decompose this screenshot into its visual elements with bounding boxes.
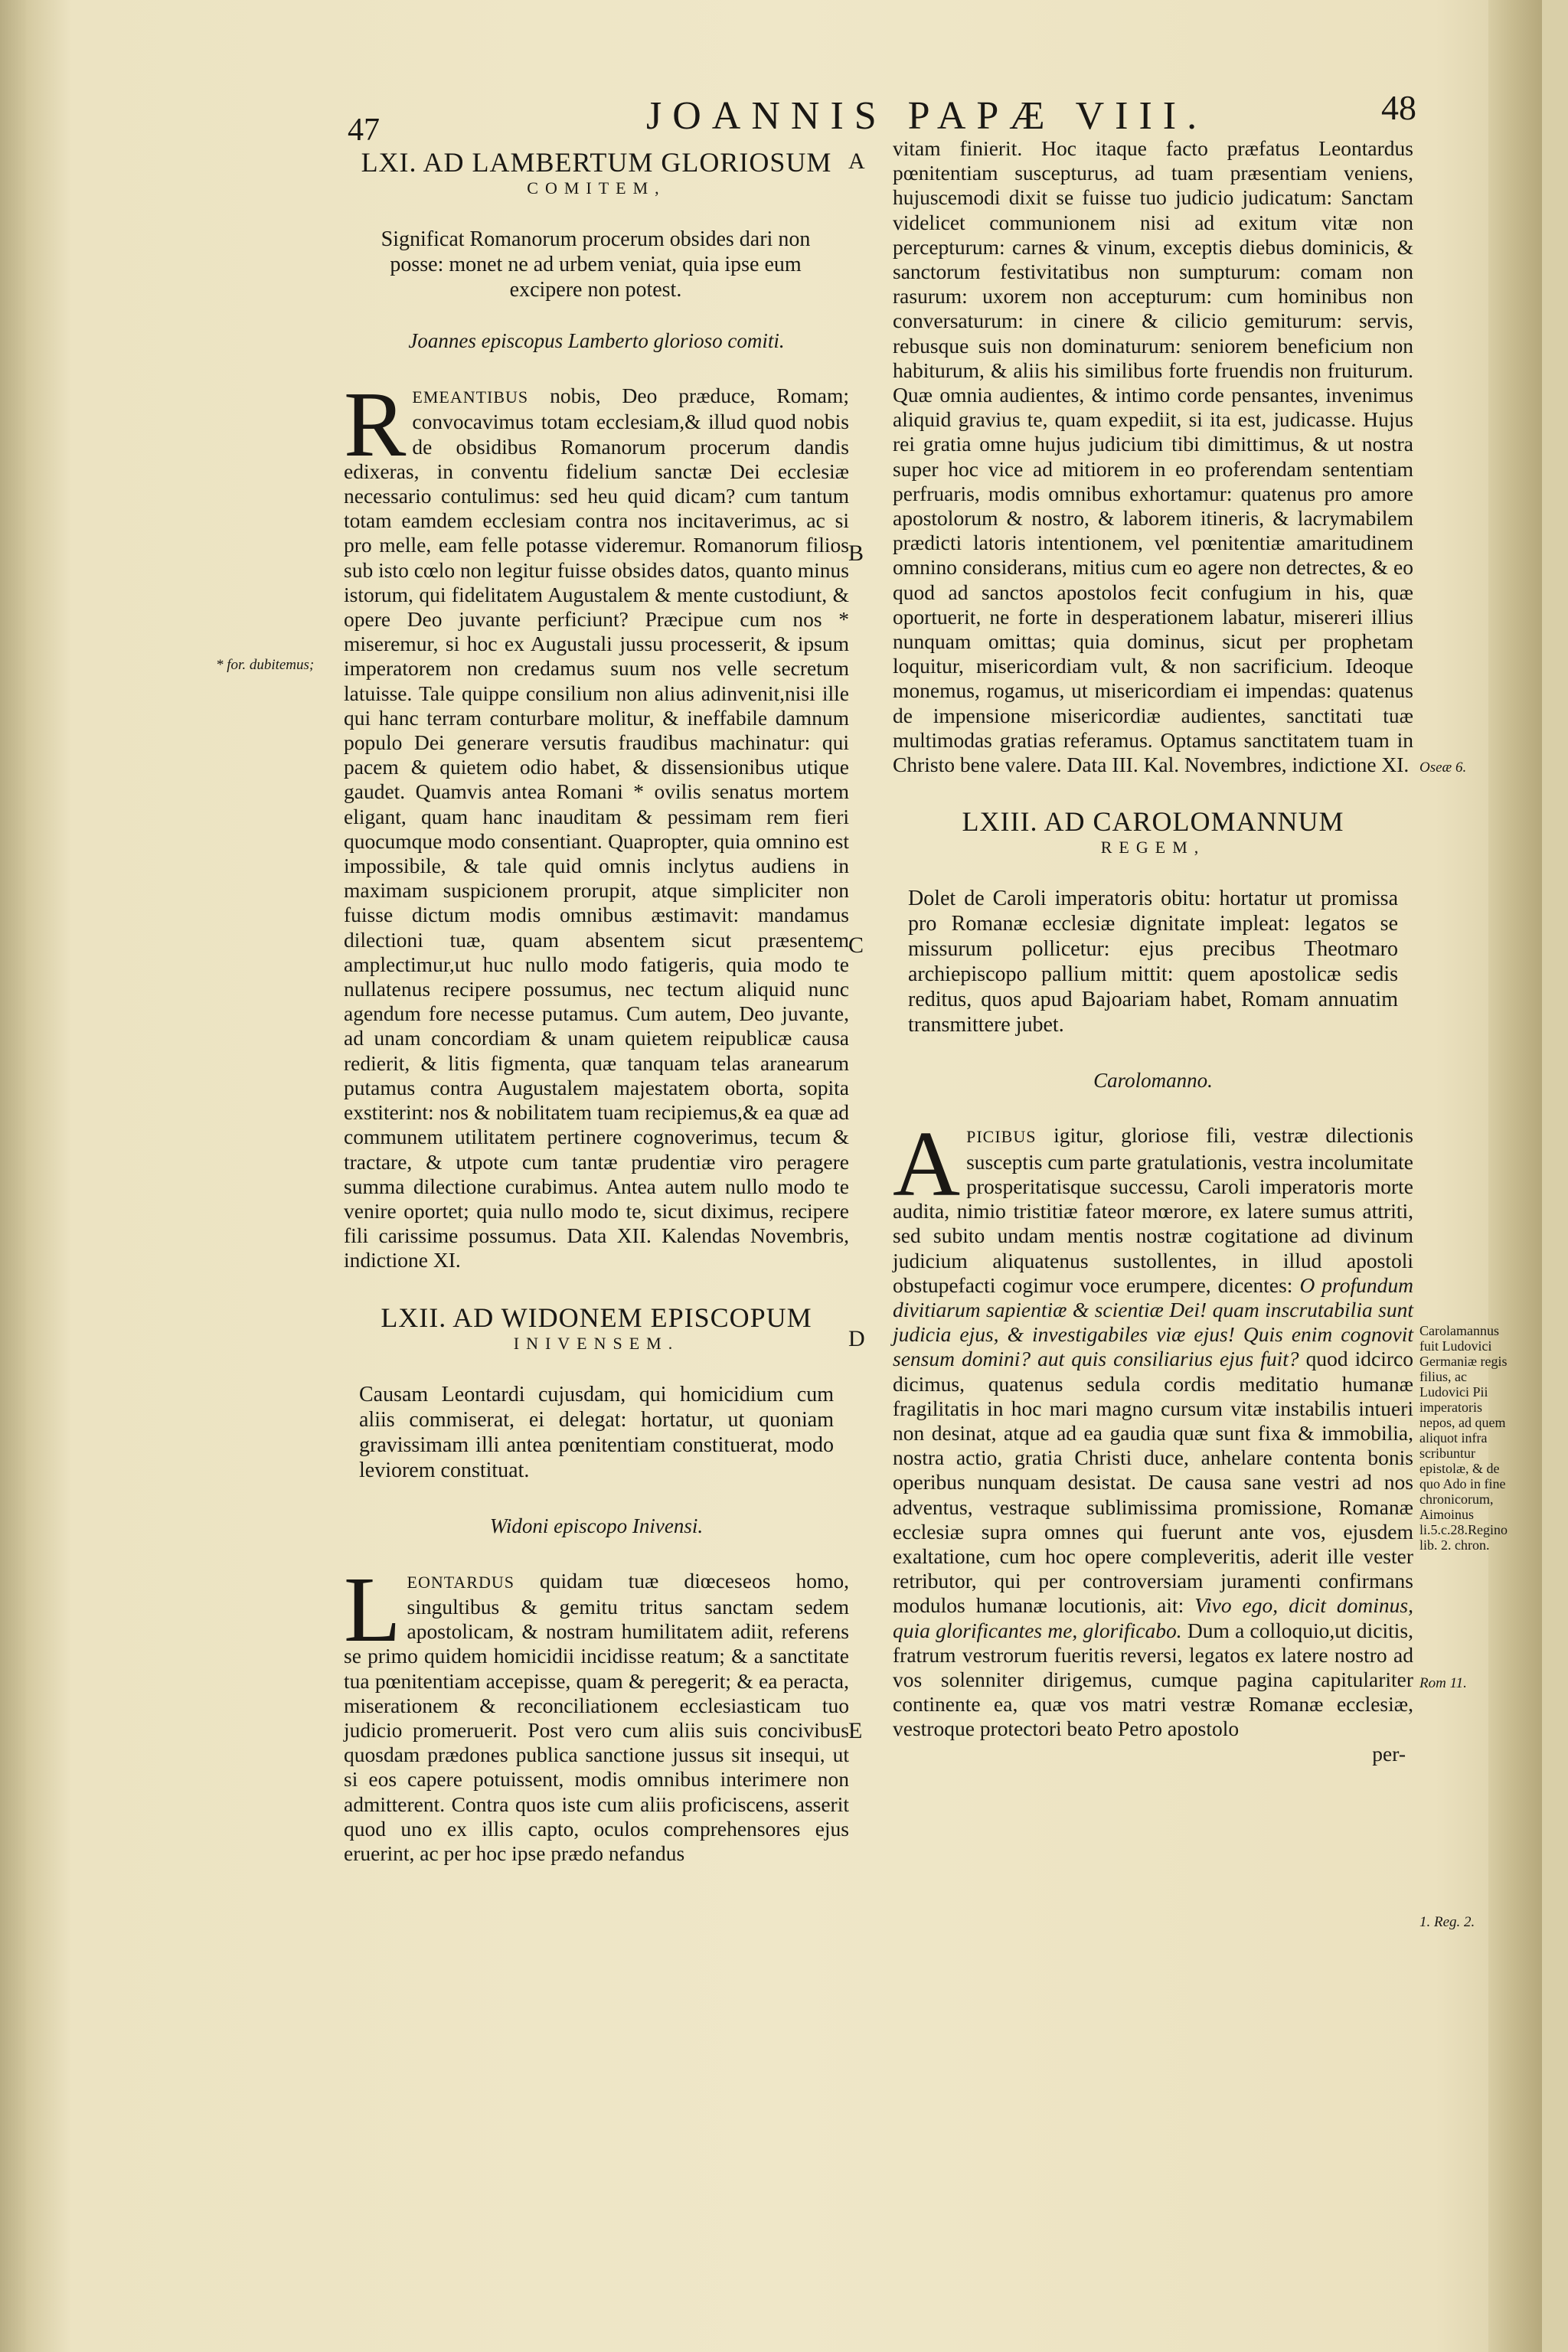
letter-62-summary: Causam Leontardi cujusdam, qui homicidium cum aliis commiserat, ei delegat: hortatur, ut quoniam gravissimam illi antea pœnitentiam constituerat, modo leviorem constituat. <box>359 1382 834 1482</box>
letter-63-text-c: Dum a colloquio,ut dicitis, fratrum vestrorum fueritis reversi, legatos ex latere nostro ad vos solenniter dirigemus, cumque pagina capitulariter continente ea, quæ vos matri vestræ Romanæ ecclesiæ, vestroque protectori beato Petro apostolo <box>893 1618 1413 1741</box>
left-column <box>344 147 849 1866</box>
lead-word: EONTARDUS <box>407 1572 514 1592</box>
letter-62-body <box>344 1557 849 1866</box>
section-letter-b: B <box>848 541 864 566</box>
letter-62-greeting: Widoni episcopo Inivensi. <box>489 1514 704 1537</box>
letter-61-title: LXI. AD LAMBERTUM GLORIOSUM <box>361 147 832 178</box>
letter-62-title: LXII. AD WIDONEM EPISCOPUM <box>381 1302 812 1333</box>
letter-61-body <box>344 373 849 1272</box>
running-header <box>26 83 1542 148</box>
margin-note-osee: Oseæ 6. <box>1419 760 1467 776</box>
section-letter-e: E <box>848 1718 863 1743</box>
drop-cap: L <box>344 1557 401 1661</box>
book-page <box>26 0 1542 2352</box>
section-letter-d: D <box>848 1326 865 1351</box>
scripture-quote: O profundum divitiarum sapientiæ & scientiæ Dei! quam inscrutabilia sunt judicia ejus, & investigabiles viæ ejus! Quis enim cognovit sensum domini? aut quis consiliarius ejus fuit? <box>893 1272 1413 1371</box>
letter-63-subtitle: REGEM, <box>1100 838 1206 858</box>
margin-note-carolomannus: Carolamannus fuit Ludovici Germaniæ regis filius, ac Ludovici Pii imperatoris nepos, ad quem aliquot infra scribuntur epistolæ, & de quo Ado in fine chronicorum, Aimoinus li.5.c.28.Regino lib. 2. chron. <box>1419 1323 1508 1553</box>
letter-62-cont-text: vitam finierit. Hoc itaque facto præfatus Leontardus pœnitentiam suscepturus, ad tuam præsentiam veniens, hujuscemodi dixit se fuisse tuo judicio judicatum: Sanctam videlicet communionem nisi ad exitum vitæ non percepturum: carnes & vinum, exceptis diebus dominicis, & sanctorum festivitatibus non sumpturum: comam non rasurum: uxorem non accepturum: cum hominibus non conversaturum: in cinere & cilicio gemiturum: servis, rebusque suis non dominaturum: seniorem beneficium non habiturum, & aliis his similibus forte fruendis non fruiturum. Quæ omnia audientes, & intimo corde pensantes, invenimus aliquid gravius te, quam expediit, si ita est, judicasse. Hujus rei gratia omne hujus judicium tibi dimittimus, & ut nostra super hoc vice ad mitiorem in eo proferendam sententiam perfruaris, modis omnibus exhortamur: quatenus pro amore apostolorum & nostro, & laborem itineris, & lacrymabilem prædicti latoris intentionem, vel pœnitentiæ amaritudinem omnino considerans, mitius cum eo agere non detrectes, & eo quod ad sanctos apostolos fecit confugium in his, quæ oportuerit, ne forte in desperationem labatur, misereri illius nunquam omittas; quia dominus, sicut per prophetam loquitur, misericordiam vult, & non sacrificium. Ideoque monemus, rogamus, ut misericordiam ei impendas: quatenus de impensione misericordiæ audientes, sanctitati tuæ multimodas gratias referamus. Optamus sanctitatem tuam in Christo bene valere. Data III. Kal. Novembres, indictione XI. <box>893 136 1413 777</box>
page-number-right: 48 <box>1381 88 1416 127</box>
letter-61-summary: Significat Romanorum procerum obsides dari non posse: monet ne ad urbem veniat, quia ipse eum excipere non potest. <box>381 227 811 302</box>
catchword: per- <box>1372 1741 1406 1766</box>
lead-word: EMEANTIBUS <box>412 387 529 407</box>
next-page-edge <box>1488 0 1542 2352</box>
margin-note-dubitemus: * for. dubitemus; <box>216 657 315 673</box>
letter-63-greeting: Carolomanno. <box>1093 1069 1213 1093</box>
margin-note-reg: 1. Reg. 2. <box>1419 1914 1475 1930</box>
letter-63-title: LXIII. AD CAROLOMANNUM <box>962 806 1344 838</box>
letter-61-subtitle: COMITEM, <box>527 178 666 198</box>
section-letter-a: A <box>848 149 865 174</box>
section-letter-c: C <box>848 933 864 958</box>
letter-62-text: quidam tuæ diœceseos homo, singultibus & gemitu tritus sanctam sedem apostolicam, & nostram humilitatem adiit, referens se primo quidem homicidii incidisse reatum; & a sanctitate tua pœnitentiam accepisse, quam & peregerit; & ea peracta, miserationem & reconciliationem ecclesiasticam tuo judicio promeruerit. Post vero cum aliis suis concivibus quosdam prædones publica sanctione jussus sit insequi, ut si eos capere potuissent, modis omnibus interimere non admitterent. Contra quos iste cum aliis proficiscens, asserit quod uno ex illis capto, oculos comprehensores ejus eruerint, ac per hoc ipse prædo nefandus <box>344 1568 849 1865</box>
margin-note-rom: Rom 11. <box>1419 1675 1467 1691</box>
letter-63-body <box>893 1112 1413 1766</box>
lead-word: PICIBUS <box>966 1127 1037 1147</box>
book-binding-shadow <box>0 0 26 2352</box>
drop-cap: R <box>344 373 407 477</box>
letter-62-continuation <box>893 136 1413 777</box>
running-title: JOANNIS PAPÆ VIII. <box>646 94 1208 138</box>
letter-63-text-b: quod idcirco dicimus, quatenus sedula cordis meditatio humanæ fragilitatis in hoc mari magno cursum vitæ instabilis intueri non desinat, atque ad ea gaudia quæ sunt fixa & immobilia, nostra actio, gratia Christi duce, anhelare contenta bonis operibus nunquam desistat. De causa sane vestri ad nos adventus, vestraque sublimissima promissione, Romanæ ecclesiæ supra omnes qui fuerunt ante vos, ejusdem exaltatione, cum hoc opere compleveritis, aderit ille vester retributor, qui per controversiam juramenti confirmans modulos humanæ locutionis, ait: <box>893 1347 1413 1618</box>
letter-62-subtitle: INIVENSEM. <box>513 1333 680 1353</box>
drop-cap: A <box>893 1112 961 1217</box>
scripture-quote: Vivo ego, dicit dominus, quia glorificantes me, glorificabo. <box>893 1593 1413 1642</box>
letter-61-greeting: Joannes episcopus Lamberto glorioso comiti. <box>408 329 785 352</box>
letter-63-text-a: igitur, gloriose fili, vestræ dilectionis susceptis cum parte gratulationis, vestra incolumitate prosperitatisque successu, Caroli imperatoris morte audita, nimio tristitiæ fateor mœrore, ex latere sumus attriti, sed subito undam mentis nostræ cogitatione ad divinum judicium aliquatenus sustollentes, in illud apostoli obstupefacti cogimur voce erumpere, dicentes: <box>893 1123 1413 1297</box>
letter-61-text: nobis, Deo præduce, Romam; convocavimus totam ecclesiam,& illud quod nobis de obsidibus Romanorum procerum dandis edixeras, in conventu fidelium sanctæ Dei ecclesiæ necessario contulimus: sed heu quid dicam? cum tantum totam eamdem ecclesiam contra nos incitaverimus, ac si pro melle, eam felle potasse videremur. Romanorum filios sub isto cœlo non legitur fuisse obsides datos, quanto minus istorum, qui fidelitatem Augustalem & mente custodiunt, & opere Deo juvante perficiunt? Præcipue cum nos * miseremur, si hoc ex Augustali jussu processerit, & ipsum imperatorem non credamus suum nos velle secretum latuisse. Tale quippe consilium non alius adinvenit,nisi ille qui hanc terram conturbare molitur, & ineffabile damnum populo Dei generare versutis fraudibus machinatur: qui pacem & quietem odio habet, & dissensionibus utique gaudet. Quamvis antea Romani * ovilis senatus mortem eligant, quam hanc inauditam & pessimam rem fieri quocumque modo consentiant. Quapropter, quia omnino est impossibile, & tale quid omnis inclytus audiens in maximam suspicionem prorupit, atque simpliciter non fuisse dictum modis omnibus æstimavit: mandamus dilectioni tuæ, quam absentem sicut præsentem amplectimur,ut huc nullo modo fatigeris, quia modo te nullatenus recipere possumus, nec tectum aliquid nunc agendum fore necesse putamus. Cum autem, Deo juvante, ad unam concordiam & unam quietem reipublicæ causa redierit, & litis figmenta, quæ tanquam telas aranearum putamus contra Augustalem majestatem oborta, sopita exstiterint: nos & nobilitatem tuam recipiemus,& ea quæ ad communem utilitatem pertinere cognoverimus, tecum & tractare, & utpote cum tantæ prudentiæ viro peragere summa dilectione curabimus. Antea autem nullo modo te venire oportet; quia nullo modo te, sicut diximus, recipere fili carissime possumus. Data XII. Kalendas Novembris, indictione XI. <box>344 384 849 1272</box>
letter-63-summary: Dolet de Caroli imperatoris obitu: hortatur ut promissa pro Romanæ ecclesiæ dignitate impleat: legatos se missurum pollicetur: ejus precibus Theotmaro archiepiscopo pallium mittit: quem apostolicæ sedis reditus, quos apud Bajoariam habet, Romam annuatim transmittere jubet. <box>908 887 1398 1037</box>
page-number-left: 47 <box>348 113 380 148</box>
right-column <box>893 136 1413 1766</box>
